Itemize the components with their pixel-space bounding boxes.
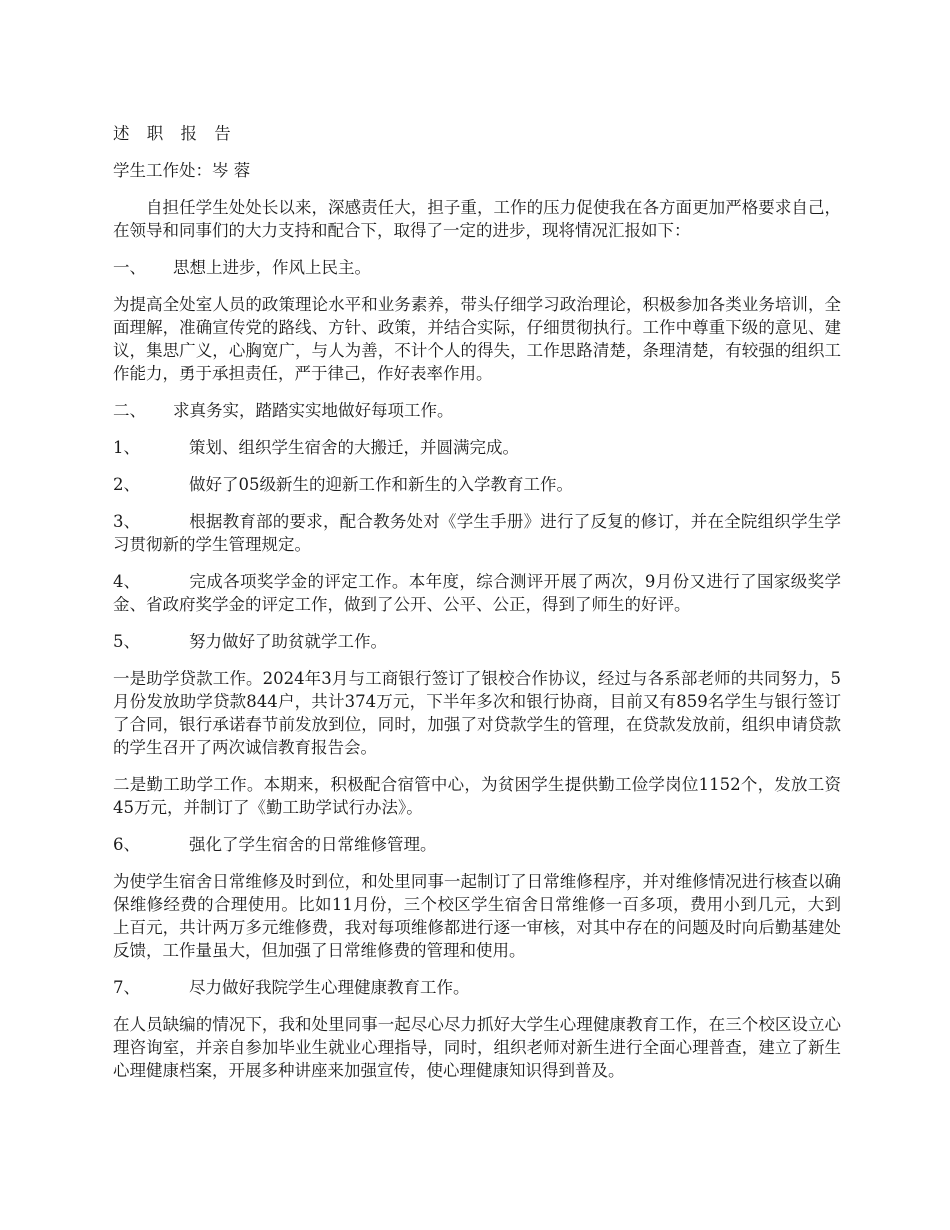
author-line: 学生工作处：岑 蓉 bbox=[113, 161, 251, 180]
list-item bbox=[113, 833, 841, 856]
item-text: 努力做好了助贫就学工作。 bbox=[189, 632, 387, 651]
section-heading-text: 思想上进步，作风上民主。 bbox=[173, 258, 371, 277]
section-number: 二、 bbox=[113, 401, 146, 420]
item-text: 策划、组织学生宿舍的大搬迁，并圆满完成。 bbox=[189, 438, 519, 457]
item-text: 做好了05级新生的迎新工作和新生的入学教育工作。 bbox=[189, 475, 573, 494]
item-text: 根据教育部的要求，配合教务处对《学生手册》进行了反复的修订，并在全院组织学生学习贯彻新的学生管理规定。 bbox=[113, 512, 841, 554]
item-number: 3、 bbox=[113, 512, 140, 531]
section-heading-text: 求真务实，踏踏实实地做好每项工作。 bbox=[173, 401, 454, 420]
item-number: 7、 bbox=[113, 978, 140, 997]
item-number: 1、 bbox=[113, 438, 140, 457]
intro-paragraph: 自担任学生处处长以来，深感责任大，担子重，工作的压力促使我在各方面更加严格要求自己，在领导和同事们的大力支持和配合下，取得了一定的进步，现将情况汇报如下： bbox=[113, 198, 841, 240]
list-item bbox=[113, 436, 841, 459]
item-number: 6、 bbox=[113, 835, 140, 854]
section-number: 一、 bbox=[113, 258, 146, 277]
mental-health-paragraph: 在人员缺编的情况下，我和处里同事一起尽心尽力抓好大学生心理健康教育工作，在三个校区设立心理咨询室，并亲自参加毕业生就业心理指导，同时，组织老师对新生进行全面心理普查，建立了新生心理健康档案，开展多种讲座来加强宣传，使心理健康知识得到普及。 bbox=[113, 1015, 841, 1080]
section-heading-1 bbox=[113, 256, 841, 279]
item-number: 2、 bbox=[113, 475, 140, 494]
work-study-paragraph: 二是勤工助学工作。本期来，积极配合宿管中心，为贫困学生提供勤工俭学岗位1152个，发放工资45万元，并制订了《勤工助学试行办法》。 bbox=[113, 775, 841, 817]
section-heading-2 bbox=[113, 399, 841, 422]
document-title: 述 职 报 告 bbox=[113, 124, 237, 143]
document-page bbox=[113, 122, 841, 1096]
item-text: 完成各项奖学金的评定工作。本年度，综合测评开展了两次，9月份又进行了国家级奖学金、省政府奖学金的评定工作，做到了公开、公平、公正，得到了师生的好评。 bbox=[113, 572, 841, 614]
section-1-body: 为提高全处室人员的政策理论水平和业务素养，带头仔细学习政治理论，积极参加各类业务培训，全面理解，准确宣传党的路线、方针、政策，并结合实际，仔细贯彻执行。工作中尊重下级的意见、建议，集思广义，心胸宽广，与人为善，不计个人的得失，工作思路清楚，条理清楚，有较强的组织工作能力，勇于承担责任，严于律己，作好表率作用。 bbox=[113, 295, 841, 383]
list-item bbox=[113, 570, 841, 616]
list-item bbox=[113, 976, 841, 999]
item-text: 尽力做好我院学生心理健康教育工作。 bbox=[189, 978, 470, 997]
list-item bbox=[113, 473, 841, 496]
item-number: 5、 bbox=[113, 632, 140, 651]
item-number: 4、 bbox=[113, 572, 140, 591]
list-item bbox=[113, 510, 841, 556]
loan-paragraph: 一是助学贷款工作。2024年3月与工商银行签订了银校合作协议，经过与各系部老师的共同努力，5月份发放助学贷款844户，共计374万元，下半年多次和银行协商，目前又有859名学生与银行签订了合同，银行承诺春节前发放到位，同时，加强了对贷款学生的管理，在贷款发放前，组织申请贷款的学生召开了两次诚信教育报告会。 bbox=[113, 669, 841, 757]
list-item bbox=[113, 630, 841, 653]
repair-paragraph: 为使学生宿舍日常维修及时到位，和处里同事一起制订了日常维修程序，并对维修情况进行核查以确保维修经费的合理使用。比如11月份，三个校区学生宿舍日常维修一百多项，费用小到几元，大到上百元，共计两万多元维修费，我对每项维修都进行逐一审核，对其中存在的问题及时向后勤基建处反馈，工作量虽大，但加强了日常维修费的管理和使用。 bbox=[113, 872, 841, 960]
item-text: 强化了学生宿舍的日常维修管理。 bbox=[189, 835, 437, 854]
